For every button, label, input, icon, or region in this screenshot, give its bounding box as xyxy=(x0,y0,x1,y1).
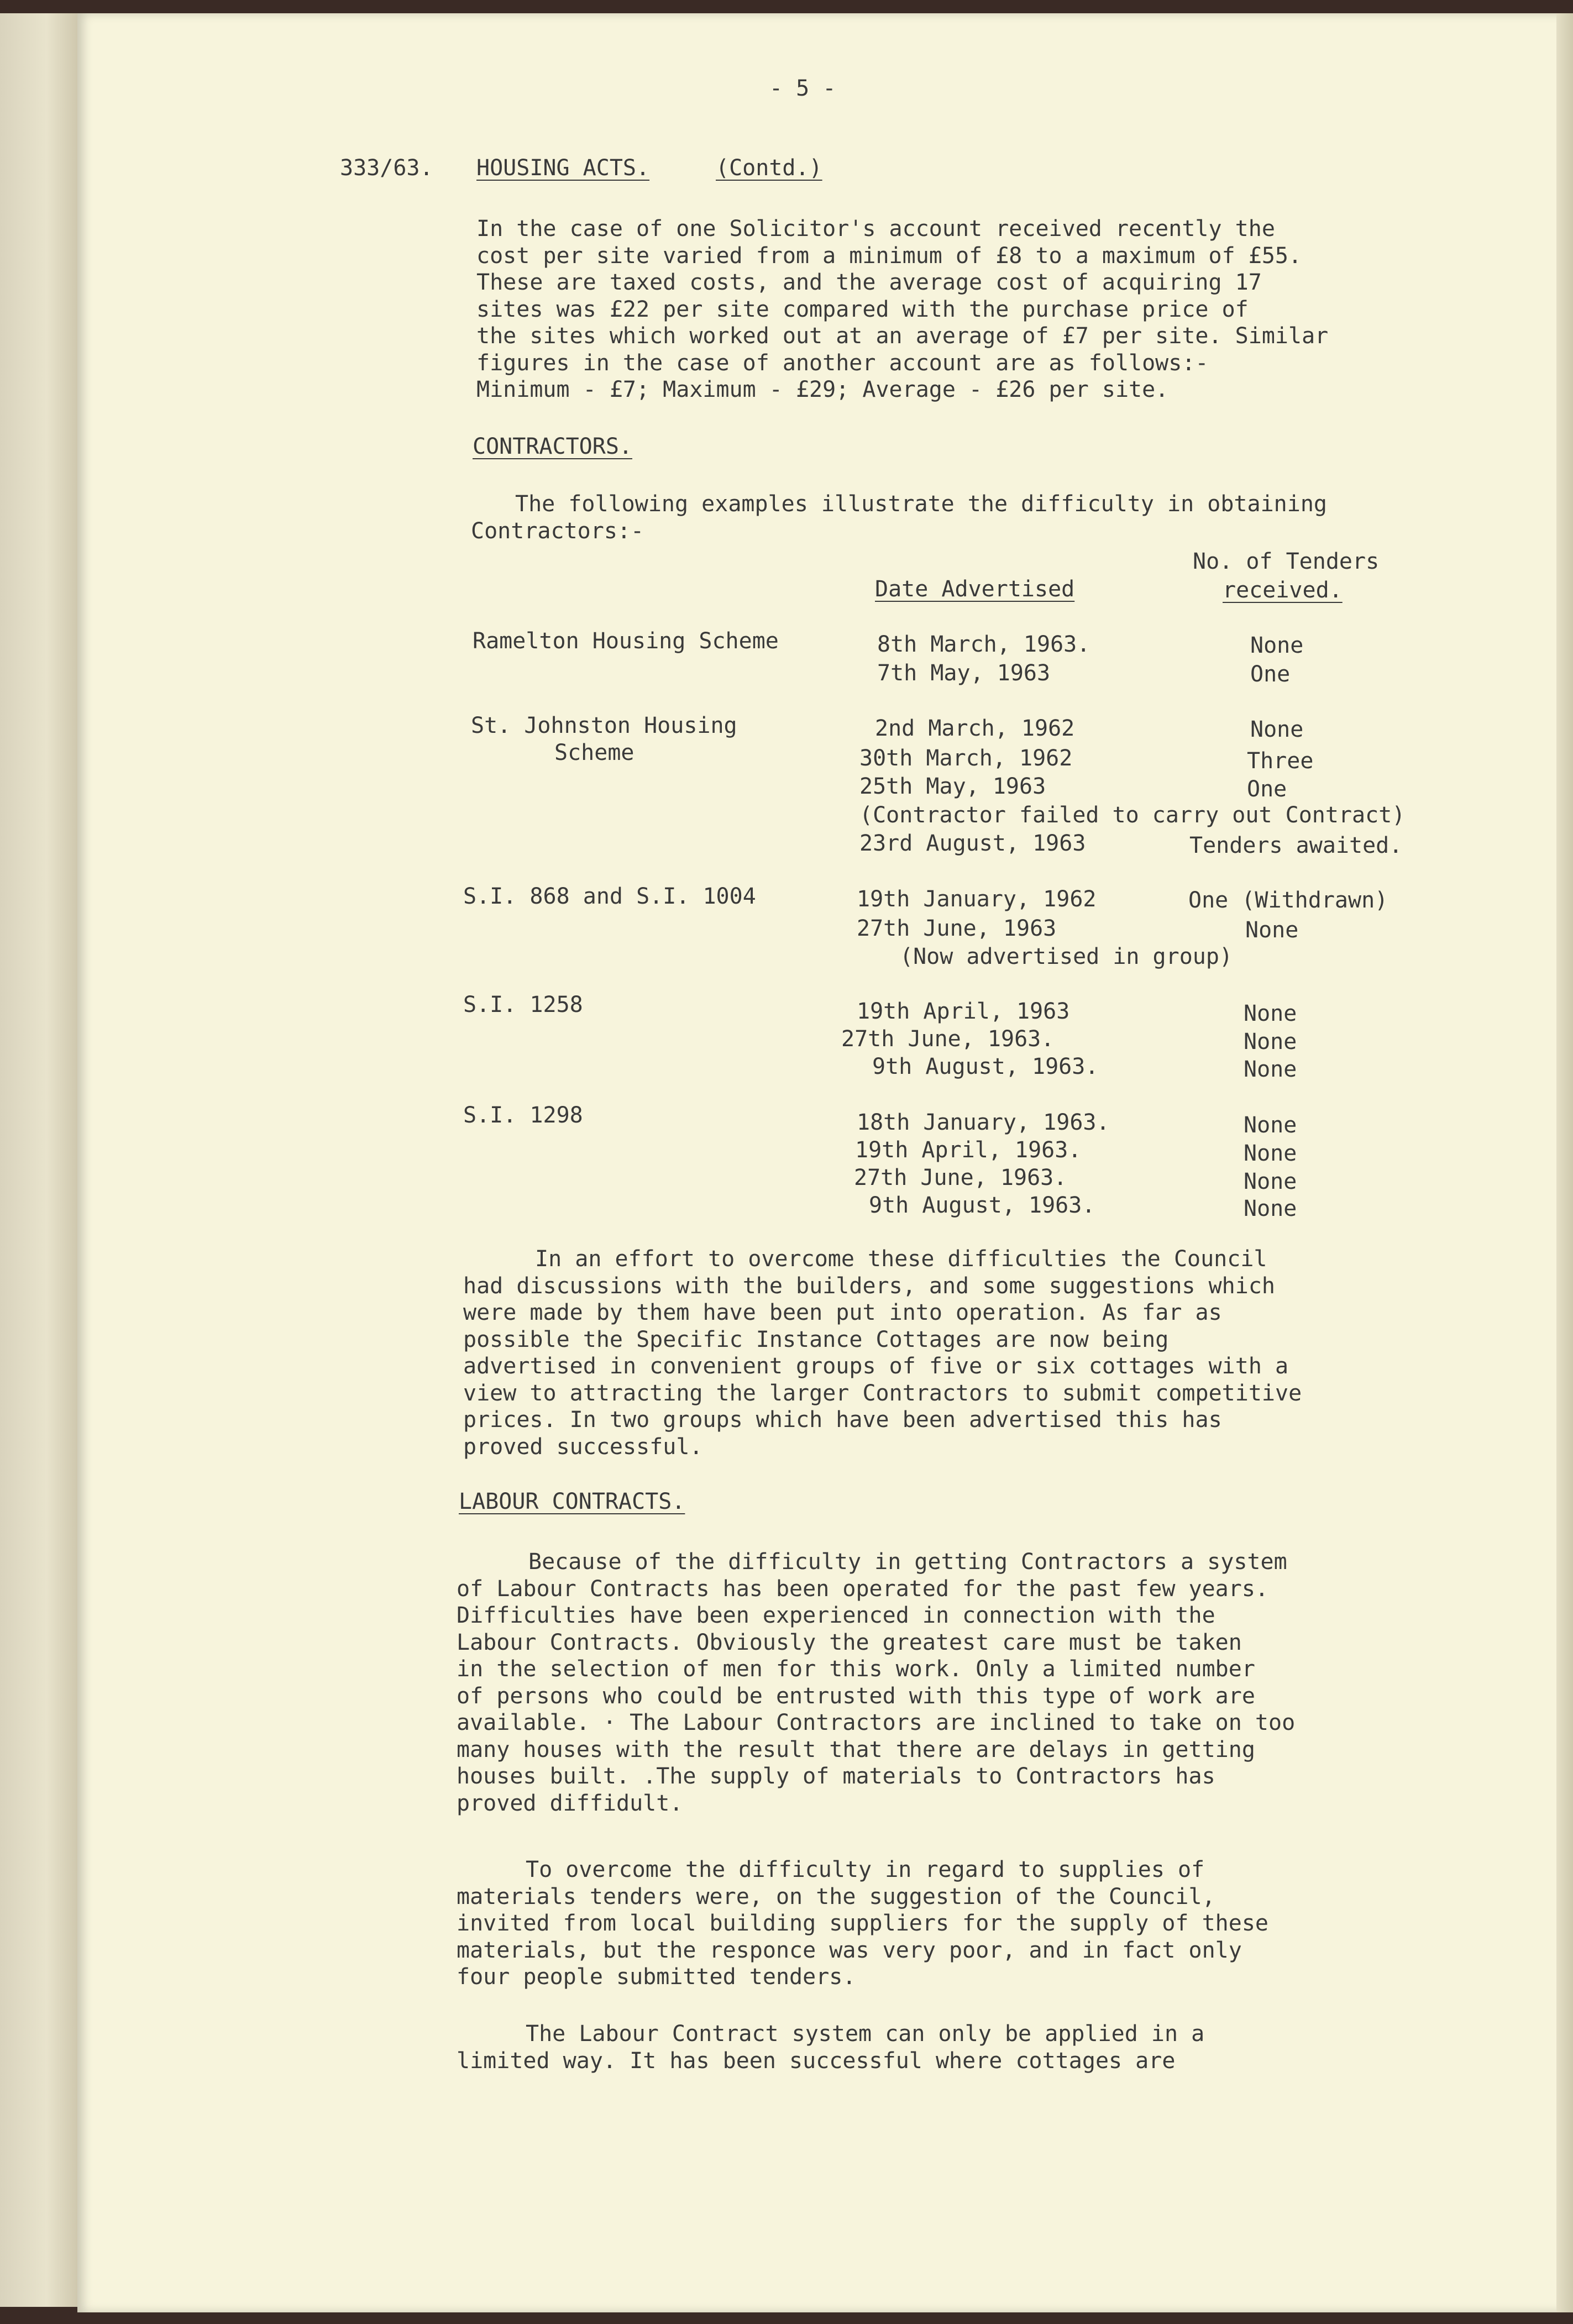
date-header: Date Advertised xyxy=(875,576,1075,602)
scheme-name: Ramelton Housing Scheme xyxy=(473,628,779,654)
date-advertised: 9th August, 1963. xyxy=(869,1193,1095,1218)
tenders-received: None xyxy=(1244,1057,1297,1082)
section-heading: HOUSING ACTS. xyxy=(476,155,650,181)
text-line: The Labour Contract system can only be applied in a xyxy=(526,2021,1205,2047)
text-line: had discussions with the builders, and some suggestions which xyxy=(463,1273,1276,1299)
facing-page-edge xyxy=(0,13,77,2307)
text-line: Difficulties have been experienced in connection with the xyxy=(457,1603,1215,1628)
tenders-received: One xyxy=(1250,662,1291,687)
minute-reference: 333/63. xyxy=(340,155,433,181)
date-advertised: 27th June, 1963 xyxy=(857,916,1057,941)
text-line: many houses with the result that there are delays in getting xyxy=(457,1737,1255,1762)
page-number: - 5 - xyxy=(769,76,836,101)
date-advertised: 27th June, 1963. xyxy=(841,1026,1055,1052)
text-line: proved diffidult. xyxy=(457,1790,683,1816)
text-line: possible the Specific Instance Cottages are now being xyxy=(463,1326,1169,1352)
text-line: houses built. .The supply of materials to Contractors has xyxy=(457,1764,1215,1789)
section-heading-contd: (Contd.) xyxy=(716,155,822,181)
text-line: In an effort to overcome these difficulties the Council xyxy=(535,1246,1267,1272)
page-edge xyxy=(1556,13,1573,2312)
text-line: materials, but the responce was very poor, and in fact only xyxy=(457,1937,1242,1963)
text-line: limited way. It has been successful where cottages are xyxy=(457,2048,1176,2074)
text-line: materials tenders were, on the suggestion of the Council, xyxy=(457,1884,1215,1909)
tenders-received: None xyxy=(1244,1196,1297,1221)
date-advertised: 19th April, 1963. xyxy=(855,1137,1082,1163)
tenders-received: Tenders awaited. xyxy=(1189,833,1403,858)
effort-paragraph xyxy=(463,1246,1302,1460)
date-advertised: 19th April, 1963 xyxy=(857,999,1070,1024)
final-paragraph xyxy=(457,2021,1204,2074)
advertised-note: (Now advertised in group) xyxy=(900,944,1233,969)
text-line: The following examples illustrate the difficulty in obtaining xyxy=(515,491,1328,517)
tenders-received: None xyxy=(1250,717,1304,742)
scheme-name: S.I. 868 and S.I. 1004 xyxy=(463,884,756,909)
contractors-intro xyxy=(471,491,1327,544)
date-advertised: 9th August, 1963. xyxy=(872,1054,1099,1079)
tenders-header-line1: No. of Tenders xyxy=(1193,549,1380,574)
tenders-received: None xyxy=(1244,1029,1297,1055)
tenders-received: None xyxy=(1245,917,1299,943)
tenders-received: Three xyxy=(1247,748,1314,774)
text-line: four people submitted tenders. xyxy=(457,1964,856,1990)
text-line: invited from local building suppliers for the supply of these xyxy=(457,1911,1269,1936)
text-line: of Labour Contracts has been operated for the past few years. xyxy=(457,1576,1269,1602)
text-line: To overcome the difficulty in regard to supplies of xyxy=(526,1857,1205,1882)
tenders-received: None xyxy=(1244,1001,1297,1026)
text-line: prices. In two groups which have been advertised this has xyxy=(463,1407,1222,1433)
date-advertised: 23rd August, 1963 xyxy=(859,831,1086,856)
text-line: sites was £22 per site compared with the purchase price of xyxy=(476,296,1249,322)
contract-note: (Contractor failed to carry out Contract) xyxy=(859,802,1406,828)
date-advertised: 18th January, 1963. xyxy=(857,1110,1110,1135)
date-advertised: 7th May, 1963 xyxy=(877,660,1051,686)
text-line: the sites which worked out at an average of £7 per site. Similar xyxy=(476,323,1329,349)
text-line: in the selection of men for this work. Only a limited number xyxy=(457,1656,1255,1682)
labour-paragraph xyxy=(457,1549,1295,1817)
text-line: were made by them have been put into operation. As far as xyxy=(463,1300,1222,1325)
text-line: proved successful. xyxy=(463,1434,703,1460)
date-advertised: 25th May, 1963 xyxy=(859,774,1046,799)
contractors-heading: CONTRACTORS. xyxy=(473,434,632,459)
text-line: Minimum - £7; Maximum - £29; Average - £26 per site. xyxy=(476,377,1169,402)
tenders-received: None xyxy=(1244,1141,1297,1166)
date-advertised: 30th March, 1962 xyxy=(859,746,1073,771)
tenders-received: One xyxy=(1247,777,1287,802)
tenders-received: None xyxy=(1244,1169,1297,1194)
text-line: Labour Contracts. Obviously the greatest care must be taken xyxy=(457,1629,1242,1655)
text-line: available. · The Labour Contractors are inclined to take on too xyxy=(457,1710,1296,1735)
text-line: cost per site varied from a minimum of £8 to a maximum of £55. xyxy=(476,243,1302,269)
text-line: view to attracting the larger Contractors to submit competitive xyxy=(463,1380,1302,1406)
scheme-name: S.I. 1258 xyxy=(463,992,583,1017)
text-line: These are taxed costs, and the average cost of acquiring 17 xyxy=(476,270,1262,295)
date-advertised: 27th June, 1963. xyxy=(854,1165,1067,1190)
tenders-header-line2: received. xyxy=(1223,578,1343,603)
tenders-received: One (Withdrawn) xyxy=(1188,888,1388,913)
tenders-received: None xyxy=(1244,1113,1297,1138)
text-line: In the case of one Solicitor's account received recently the xyxy=(476,216,1275,242)
text-line: Because of the difficulty in getting Contractors a system xyxy=(528,1549,1287,1575)
text-line: of persons who could be entrusted with this type of work are xyxy=(457,1683,1255,1709)
scheme-name: Scheme xyxy=(554,740,635,765)
date-advertised: 2nd March, 1962 xyxy=(875,716,1075,741)
date-advertised: 8th March, 1963. xyxy=(877,632,1090,657)
date-advertised: 19th January, 1962 xyxy=(857,886,1097,912)
text-line: figures in the case of another account are as follows:- xyxy=(476,350,1209,376)
tenders-received: None xyxy=(1250,633,1304,658)
solicitor-paragraph xyxy=(476,216,1328,403)
scheme-name: St. Johnston Housing xyxy=(471,713,737,738)
labour-contracts-heading: LABOUR CONTRACTS. xyxy=(459,1489,685,1514)
scheme-name: S.I. 1298 xyxy=(463,1103,583,1128)
text-line: advertised in convenient groups of five or six cottages with a xyxy=(463,1354,1289,1379)
supplies-paragraph xyxy=(457,1856,1268,1991)
text-line: Contractors:- xyxy=(471,518,644,544)
